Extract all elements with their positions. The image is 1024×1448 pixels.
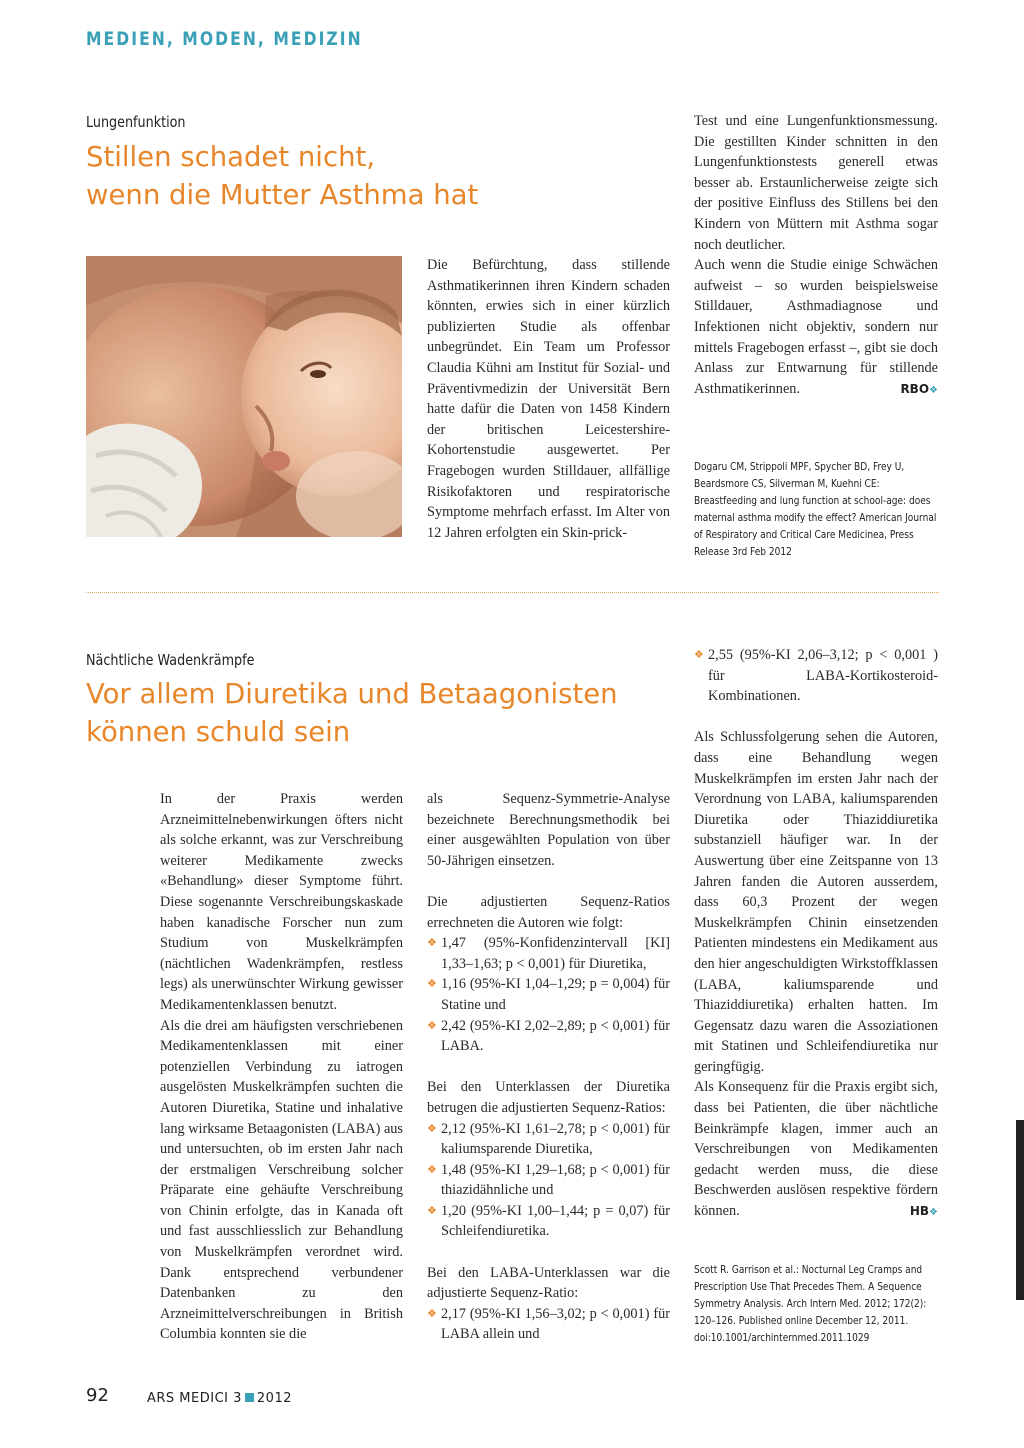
article1-paragraph: Test und eine Lungenfunktionsmessung. Die gestillten Kinder schnitten in den Lungenfunktionstests generell etwas besser ab. Erstaunlicherweise zeigte sich der positive Einfluss des Stillens bei den Kindern von Müttern mit Asthma sogar noch deutlicher. [694, 113, 938, 253]
list-item: ❖ 2,55 (95%-KI 2,06–3,12; p < 0,001 ) für LABA-Kortikosteroid-Kombinationen. [694, 647, 938, 705]
square-icon [245, 1393, 254, 1402]
page-edge-mark [1016, 1120, 1024, 1300]
article1-headline-line1: Stillen schadet nicht, [86, 141, 376, 173]
section-divider [86, 592, 939, 593]
page-number: 92 [86, 1385, 109, 1406]
article1-headline-line2: wenn die Mutter Asthma hat [86, 179, 479, 211]
article2-paragraph-text: Als Konsequenz für die Praxis ergibt sich, dass bei Patienten, die über nächtliche Beinkrämpfe klagen, immer auch an Verschreibungen von Medikamenten gedacht werden muss, die diese Beschwerden auslösen respektive fördern können. [694, 1079, 938, 1220]
article2-reference: Scott R. Garrison et al.: Nocturnal Leg Cramps and Prescription Use That Precedes Them. A Sequence Symmetry Analysis. Arch Intern Med. 2012; 172(2): 120–126. Published online December 12, 2011. doi:10.1001/archinternmed.2011.1029 [694, 1264, 927, 1344]
article1-kicker: Lungenfunktion [86, 113, 186, 131]
article1-headline [86, 138, 646, 214]
diamond-bullet-icon: ❖ [427, 1163, 437, 1176]
article2-paragraph: Bei den Unterklassen der Diuretika betrugen die adjustierten Sequenz-Ratios: [427, 1079, 670, 1116]
article2-headline-line1: Vor allem Diuretika und Betaagonisten [86, 678, 618, 710]
list-item: ❖ 2,42 (95%-KI 2,02–2,89; p < 0,001) für LABA. [427, 1017, 670, 1055]
publication-footer [147, 1391, 292, 1406]
diamond-bullet-icon: ❖ [427, 1204, 437, 1217]
article1-reference: Dogaru CM, Strippoli MPF, Spycher BD, Frey U, Beardsmore CS, Silverman M, Kuehni CE: Breastfeeding and lung function at school-age: does maternal asthma modify the effect? American Journal of Respiratory and Critical Care Medicinea, Press Release 3rd Feb 2012 [694, 461, 937, 558]
publication-name: ARS MEDICI 3 [147, 1391, 242, 1406]
diamond-bullet-icon: ❖ [694, 649, 704, 661]
article2-paragraph: Als Schlussfolgerung sehen die Autoren, dass eine Behandlung wegen Muskelkrämpfen im ersten Jahr nach der Verordnung von LABA, kaliumsparenden Diuretika oder Thiaziddiuretika substanziell häufiger war. In der Auswertung über eine Zeitspanne von 13 Jahren fanden die Autoren ausserdem, dass 60,3 Prozent der wegen Muskelkrämpfen Chinin einsetzenden Patienten mindestens ein Medikament aus den hier angeschuldigten Wirkstoffklassen (LABA, kaliumsparende und Thiaziddiuretika) erhalten hatten. Im Gegensatz dazu waren die Assoziationen mit Statinen und Schleifendiuretika nur geringfügig. [694, 729, 938, 1075]
list-item: ❖ 1,16 (95%-KI 1,04–1,29; p = 0,004) für Statine und [427, 976, 670, 1013]
article2-col-right [694, 645, 938, 1224]
publication-year: 2012 [256, 1391, 292, 1406]
article1-paragraph-text: Auch wenn die Studie einige Schwächen aufweist – so wurden beispielsweise Stilldauer, Asthmadiagnose und Infektionen nicht objektiv, sondern nur mittels Fragebogen erfasst –, gibt sie doch Anlass zur Entwarnung für stillende Asthmatikerinnen. [694, 257, 938, 397]
diamond-bullet-icon: ❖ [427, 1307, 437, 1320]
breastfeeding-photo [86, 256, 402, 537]
article1-col-right [694, 111, 938, 401]
article2-col-left [160, 789, 403, 1345]
article2-paragraph [694, 1077, 938, 1221]
diamond-bullet-icon: ❖ [427, 937, 437, 950]
section-header: MEDIEN, MODEN, MEDIZIN [86, 28, 363, 50]
article2-paragraph: Die adjustierten Sequenz-Ratios errechneten die Autoren wie folgt: [427, 893, 670, 931]
author-signature: HB❖ [909, 1204, 938, 1219]
list-item: ❖ 1,48 (95%-KI 1,29–1,68; p < 0,001) für thiazidähnliche und [427, 1161, 670, 1199]
article2-paragraph: Bei den LABA-Unterklassen war die adjustierte Sequenz-Ratio: [427, 1264, 670, 1302]
diamond-bullet-icon: ❖ [427, 1019, 437, 1032]
diamond-icon: ❖ [929, 1207, 938, 1219]
list-item: ❖ 2,17 (95%-KI 1,56–3,02; p < 0,001) für LABA allein und [427, 1305, 670, 1343]
diamond-bullet-icon: ❖ [427, 1122, 437, 1135]
list-item: ❖ 1,20 (95%-KI 1,00–1,44; p = 0,07) für Schleifendiuretika. [427, 1202, 670, 1240]
article2-headline [86, 675, 676, 751]
diamond-icon: ❖ [929, 384, 938, 396]
article2-paragraph: als Sequenz-Symmetrie-Analyse bezeichnete Berechnungsmethodik bei einer ausgewählten Population von über 50-Jährigen einsetzen. [427, 791, 670, 869]
article2-kicker: Nächtliche Wadenkrämpfe [86, 651, 255, 669]
article2-col-middle [427, 789, 670, 1345]
article2-paragraph: In der Praxis werden Arzneimittelnebenwirkungen öfters nicht als solche erkannt, was zur Verschreibung weiterer Medikamente zwecks «Behandlung» dieser Symptome führt. Diese sogenannte Verschreibungskaskade haben kanadische Forscher nun zum Studium von Muskelkrämpfen (nächtlichen Wadenkrämpfen, restless legs) als unerwünschter Wirkung gewisser Medikamentenklassen benutzt. [160, 791, 403, 1013]
list-item: ❖ 2,12 (95%-KI 1,61–2,78; p < 0,001) für kaliumsparende Diuretika, [427, 1120, 670, 1158]
author-signature: RBO❖ [900, 381, 938, 396]
list-item: ❖ 1,47 (95%-Konfidenzintervall [KI] 1,33–1,63; p < 0,001) für Diuretika, [427, 935, 670, 972]
article2-headline-line2: können schuld sein [86, 716, 351, 748]
article2-paragraph: Als die drei am häufigsten verschriebenen Medikamentenklassen mit einer potenziellen Verbindung zu iatrogen ausgelösten Muskelkrämpfen suchten die Autoren Diuretika, Statine und inhalative lang wirksame Betaagonisten (LABA) aus und untersuchten, ob im ersten Jahr nach der erstmaligen Verschreibung solcher Präparate eine gehäufte Verschreibung von Chinin erfolgte, das in Kanada oft und fast ausschliesslich zur Behandlung von Muskelkrämpfen verordnet wird. Dank entsprechend verbundener Datenbanken zu den Arzneimittelverschreibungen in British Columbia konnten sie die [160, 1017, 403, 1343]
article1-col-middle [427, 255, 670, 543]
diamond-bullet-icon: ❖ [427, 978, 437, 991]
article1-paragraph [694, 255, 938, 399]
article1-paragraph: Die Befürchtung, dass stillende Asthmatikerinnen ihren Kindern schaden könnten, erwies sich in einer kürzlich publizierten Studie als offenbar unbegründet. Ein Team um Professor Claudia Kühni am Institut für Sozial- und Präventivmedizin der Universität Bern hatte dafür die Daten von 1458 Kindern der britischen Leicestershire-Kohortenstudie ausgewertet. Per Fragebogen wurden Stilldauer, allfällige Risikofaktoren und respiratorische Symptome mehrfach erfasst. Im Alter von 12 Jahren erfolgten ein Skin-prick- [427, 257, 670, 541]
